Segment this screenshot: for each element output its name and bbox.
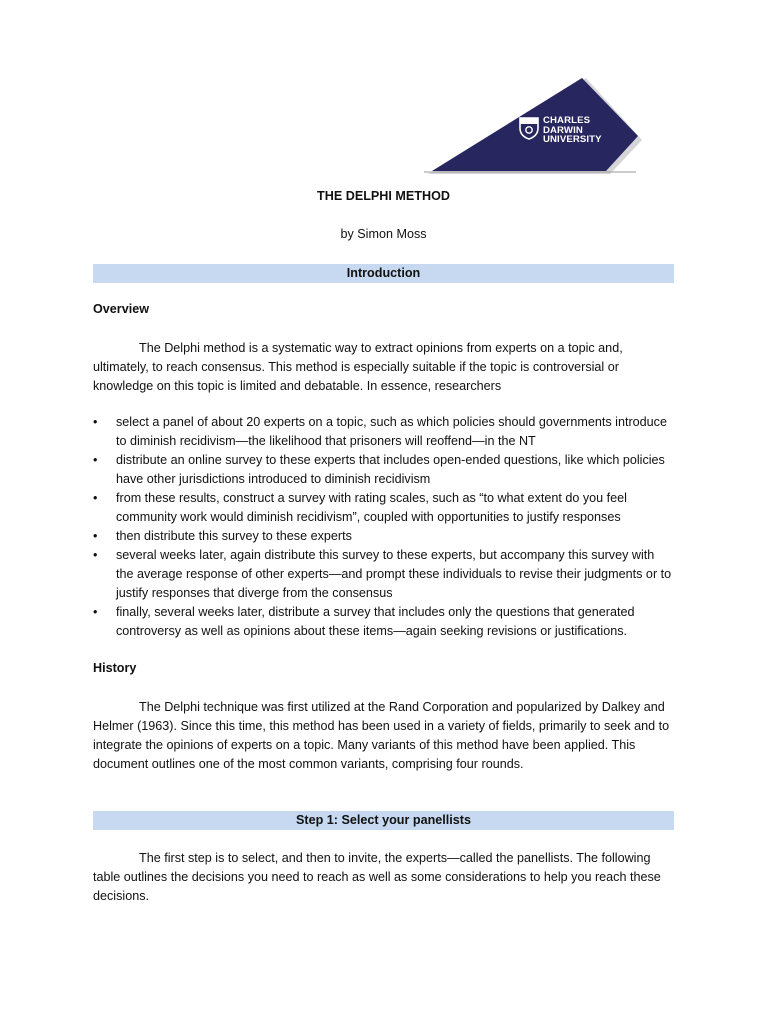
section-band-step-1: Step 1: Select your panellists bbox=[93, 811, 674, 830]
list-item: • distribute an online survey to these experts that includes open-ended questions, like which policies have other jurisdictions introduced to diminish recidivism bbox=[93, 453, 665, 486]
bullet-icon: • bbox=[93, 415, 98, 429]
overview-paragraph-text: The Delphi method is a systematic way to extract opinions from experts on a topic and, ultimately, to reach consensus. This method is especially suitable if the topic is controversial or knowledge on this topic is limited and debatable. In essence, researchers bbox=[93, 341, 623, 394]
bullet-icon: • bbox=[93, 453, 98, 467]
history-paragraph-text: The Delphi technique was first utilized at the Rand Corporation and popularized by Dalkey and Helmer (1963). Since this time, this method has been used in a variety of fields, primarily to seek and to integrate the opinions of experts on a topic. Many variants of this method have been applied. This document outlines one of the most common variants, comprising four rounds. bbox=[93, 700, 670, 772]
steps-bullet-list bbox=[93, 413, 674, 641]
charles-darwin-university-logo bbox=[424, 76, 642, 174]
document-author: by Simon Moss bbox=[340, 227, 427, 241]
step1-paragraph-text: The first step is to select, and then to invite, the experts—called the panellists. The following table outlines the decisions you need to reach as well as some considerations to help you reach these decisions. bbox=[93, 851, 661, 904]
logo-wordmark bbox=[543, 116, 602, 145]
list-item: • several weeks later, again distribute this survey to these experts, but accompany this survey with the average response of other experts—and prompt these individuals to revise their judgments or to justify responses that diverge from the consensus bbox=[93, 548, 672, 600]
bullet-icon: • bbox=[93, 605, 98, 619]
document-title: THE DELPHI METHOD bbox=[317, 189, 450, 203]
logo-line-1: CHARLES bbox=[543, 115, 591, 126]
overview-paragraph bbox=[93, 339, 674, 396]
history-heading: History bbox=[93, 661, 137, 675]
list-item: • then distribute this survey to these experts bbox=[93, 527, 674, 546]
logo-line-3: UNIVERSITY bbox=[543, 134, 602, 145]
bullet-icon: • bbox=[93, 529, 98, 543]
bullet-icon: • bbox=[93, 548, 98, 562]
history-paragraph bbox=[93, 698, 674, 774]
list-item: • select a panel of about 20 experts on a topic, such as which policies should governments introduce to diminish recidivism—the likelihood that prisoners will reoffend—in the NT bbox=[93, 415, 667, 448]
section-band-introduction: Introduction bbox=[93, 264, 674, 283]
bullet-icon: • bbox=[93, 491, 98, 505]
list-item: • finally, several weeks later, distribute a survey that includes only the questions that generated controversy as well as opinions about these items—again seeking revisions or justifications. bbox=[93, 605, 635, 638]
overview-heading: Overview bbox=[93, 302, 150, 316]
list-item: • from these results, construct a survey with rating scales, such as “to what extent do you feel community work would diminish recidivism”, coupled with opportunities to justify responses bbox=[93, 491, 627, 524]
step1-paragraph bbox=[93, 849, 674, 906]
logo-line-2: DARWIN bbox=[543, 124, 583, 136]
